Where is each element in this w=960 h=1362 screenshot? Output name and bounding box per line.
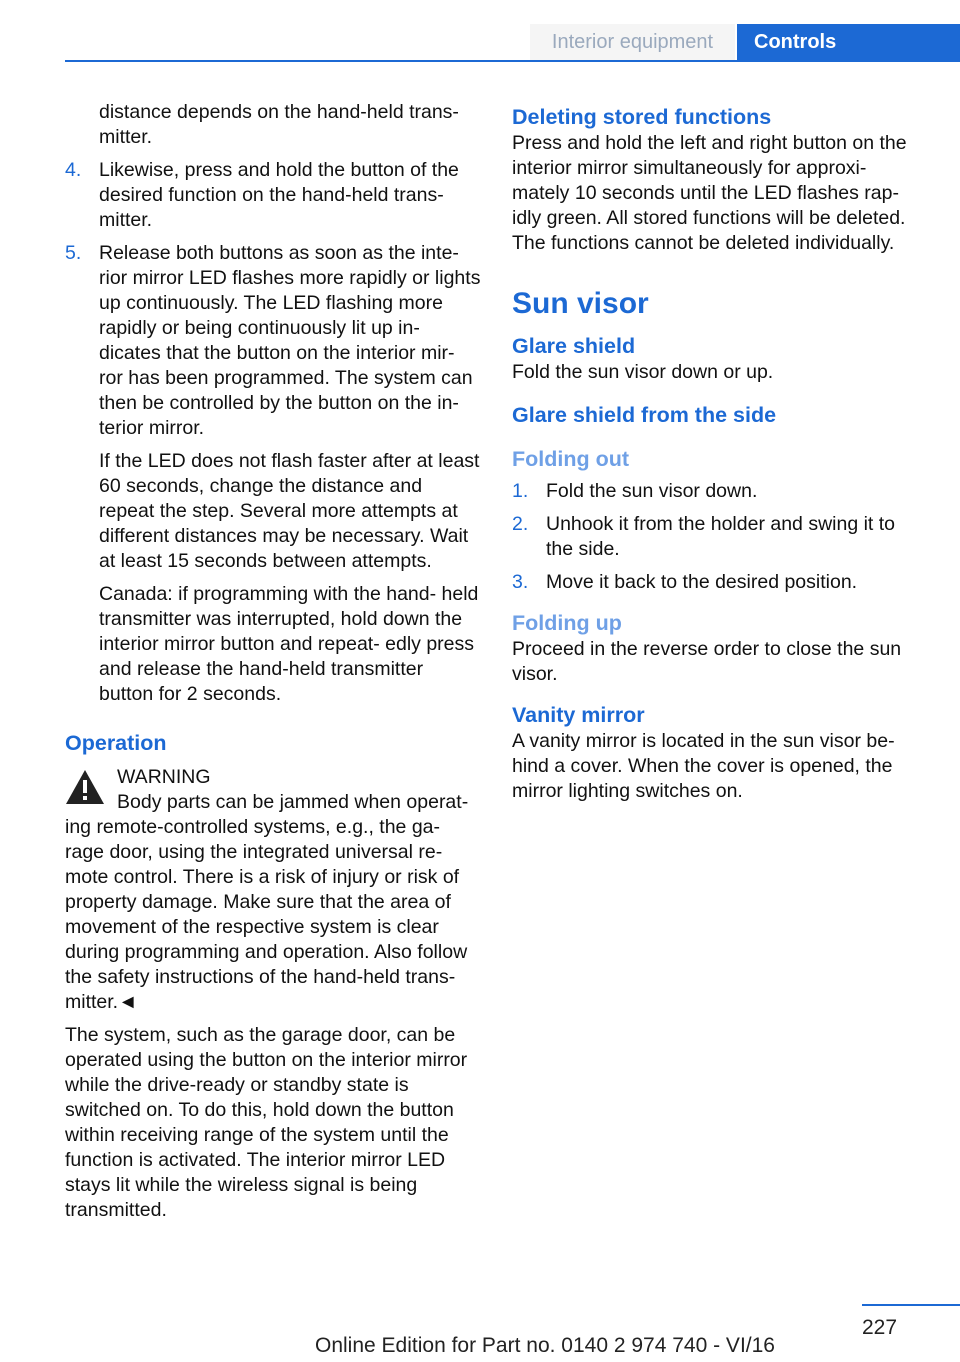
step-number: 4. (65, 159, 82, 181)
step-continuation: distance depends on the hand-held trans- mitter. (99, 101, 459, 148)
glare-side-heading: Glare shield from the side (512, 403, 777, 427)
warning-box (65, 765, 481, 1015)
page-header (0, 0, 960, 62)
edition-footer: Online Edition for Part no. 0140 2 974 740 - VI/16 (315, 1334, 775, 1357)
header-section-label: Interior equipment (530, 24, 735, 61)
list-item (65, 241, 481, 441)
step-number: 3. (512, 571, 529, 593)
step-number: 1. (512, 480, 529, 502)
list-item (512, 512, 922, 562)
step-number: 2. (512, 513, 529, 535)
right-column (512, 100, 922, 812)
vanity-mirror-heading: Vanity mirror (512, 703, 645, 727)
folding-up-text: Proceed in the reverse order to close the sun visor. (512, 638, 902, 685)
list-item (512, 570, 922, 595)
header-rule (65, 60, 960, 62)
warning-text: ing remote-controlled systems, e.g., the ga- rage door, using the integrated universal re- mote control. There is a risk of injury or risk of property damage. Make sure that the area of movement of the respective system is clear during programming and operation. Also follow the safety instructions of the hand-held trans- mitter.◄ (65, 816, 468, 1013)
warning-title: WARNING (117, 766, 211, 788)
deleting-text: Press and hold the left and right button on the interior mirror simultaneously for approxi- mately 10 seconds until the LED flashes rap- idly green. All stored functions will be deleted. The functions cannot be deleted individually. (512, 132, 907, 254)
step-text: Unhook it from the holder and swing it to the side. (546, 513, 896, 560)
folding-up-heading: Folding up (512, 611, 622, 635)
deleting-heading: Deleting stored functions (512, 105, 772, 129)
step-text: Likewise, press and hold the button of the desired function on the hand-held trans- mitter. (99, 159, 459, 231)
page-number: 227 (862, 1316, 898, 1339)
step-text: Move it back to the desired position. (546, 571, 858, 593)
folding-out-heading: Folding out (512, 447, 630, 471)
step-note: Canada: if programming with the hand- held transmitter was interrupted, hold down the interior mirror button and repeat- edly press and release the hand-held transmitter button for 2 seconds. (99, 583, 479, 705)
list-item (512, 479, 922, 504)
programming-steps (65, 158, 481, 441)
vanity-mirror-text: A vanity mirror is located in the sun visor be- hind a cover. When the cover is opened, the mirror lighting switches on. (512, 730, 895, 802)
glare-shield-text: Fold the sun visor down or up. (512, 361, 774, 383)
footer-rule (862, 1304, 960, 1306)
step-text: Release both buttons as soon as the inte- rior mirror LED flashes more rapidly or lights up continuously. The LED flashing more rapidly or being continuously lit up in- dicates that the button on the interior mir- ror has been programmed. The system can then be controlled by the button on the in- terior mirror. (99, 242, 481, 439)
warning-triangle-icon (65, 769, 105, 805)
sun-visor-heading: Sun visor (512, 287, 649, 320)
glare-shield-heading: Glare shield (512, 334, 636, 358)
list-item (65, 158, 481, 233)
operation-heading: Operation (65, 731, 167, 755)
warning-text-first: Body parts can be jammed when operat- (117, 791, 469, 813)
step-number: 5. (65, 242, 82, 264)
step-note: If the LED does not flash faster after at least 60 seconds, change the distance and repeat the step. Several more attempts at different distances may be necessary. Wait at least 15 seconds between attempts. (99, 450, 480, 572)
folding-out-steps (512, 479, 922, 595)
header-chapter-tab: Controls (737, 24, 960, 61)
operation-text: The system, such as the garage door, can be operated using the button on the interior mirror while the drive-ready or standby state is switched on. To do this, hold down the button within receiving range of the system until the function is activated. The interior mirror LED stays lit while the wireless signal is being transmitted. (65, 1024, 468, 1221)
step-text: Fold the sun visor down. (546, 480, 758, 502)
left-column (65, 100, 481, 1231)
